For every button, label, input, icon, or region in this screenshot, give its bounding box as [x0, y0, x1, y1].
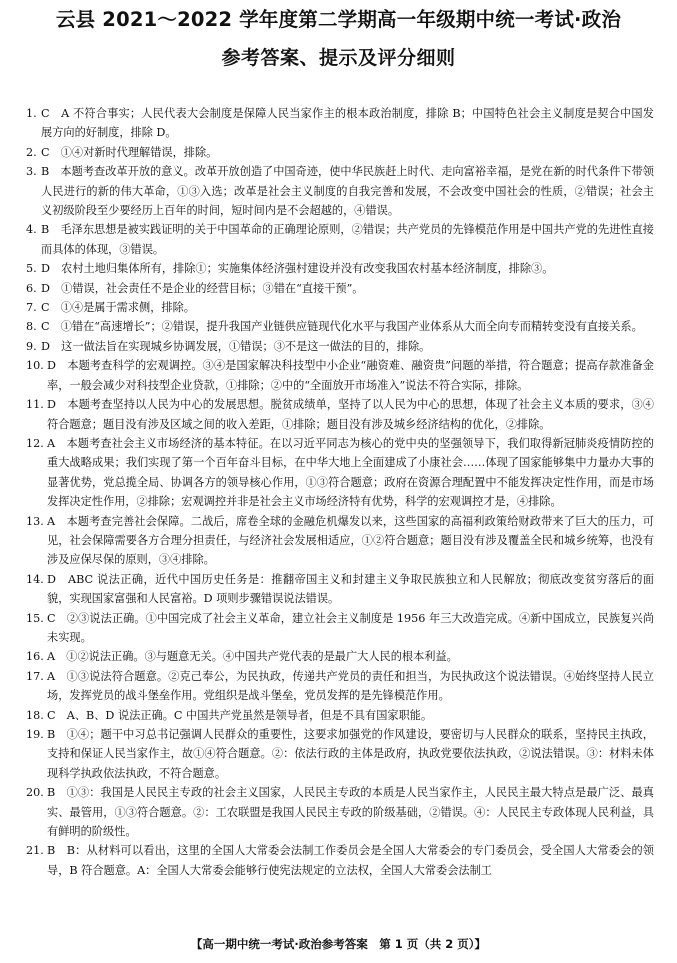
answer-number: 16.: [26, 650, 44, 664]
answer-explanation: B ①③：我国是人民民主专政的社会主义国家，人民民主专政的本质是人民当家作主，人民民主最大特点是最广泛、最真实、最管用，①③符合题意。②：工农联盟是我国人民民主专政的阶级基础，②错误。④：人民民主专政体现人民利益，具有鲜明的阶级性。: [47, 786, 654, 839]
answer-item: [26, 259, 654, 278]
answer-item: [26, 337, 654, 356]
answer-explanation: A ①②说法正确。③与题意无关。④中国共产党代表的是最广大人民的根本利益。: [47, 650, 458, 664]
answer-item: [26, 609, 654, 648]
answer-number: 17.: [26, 669, 44, 683]
answer-number: 7.: [26, 301, 37, 315]
answer-item: [26, 647, 654, 666]
answer-explanation: D 本题考查科学的宏观调控。③④是国家解决科技型中小企业“融资难、融资贵”问题的举措，符合题意；提高存款准备金率，一般会减少对科技型企业贷款，①排除；②中的“全面放开市场准入”说法不符合实际，排除。: [47, 359, 654, 392]
answer-item: [26, 434, 654, 512]
answer-explanation: D 这一做法旨在实现城乡协调发展，①错误；③不是这一做法的目的，排除。: [41, 339, 431, 353]
answer-number: 9.: [26, 339, 37, 353]
answer-number: 8.: [26, 320, 37, 334]
answer-item: [26, 317, 654, 336]
answer-item: [26, 220, 654, 259]
answer-item: [26, 356, 654, 395]
answer-item: [26, 143, 654, 162]
answer-item: [26, 570, 654, 609]
answer-number: 12.: [26, 436, 44, 450]
answer-explanation: A ①③说法符合题意。②克己奉公，为民执政，传递共产党员的责任和担当，为民执政这个说法错误。④始终坚持人民立场，发挥党员的战斗堡垒作用。党组织是战斗堡垒，党员发挥的是先锋模范作用。: [47, 669, 654, 703]
answer-number: 6.: [26, 281, 37, 295]
answer-explanation: A 本题考查社会主义市场经济的基本特征。在以习近平同志为核心的党中央的坚强领导下，我们取得新冠肺炎疫情防控的重大战略成果；我们实现了第一个百年奋斗目标，在中华大地上全面建成了小康社会……体现了国家能够集中力量办大事的显著优势，党总揽全局、协调各方的领导核心作用，①③符合题意；政府在资源合理配置中不能发挥决定性作用，而是市场发挥决定性作用，②排除；宏观调控并非是社会主义市场经济特有优势，科学的宏观调控才是，④排除。: [47, 436, 654, 509]
answer-item: [26, 512, 654, 570]
answer-explanation: C ①④是属于需求侧，排除。: [41, 301, 195, 315]
answer-item: [26, 725, 654, 783]
answer-number: 5.: [26, 262, 37, 276]
answer-explanation: C A 不符合事实；人民代表大会制度是保障人民当家作主的根本政治制度，排除 B；中国特色社会主义制度是契合中国发展方向的好制度，排除 D。: [41, 107, 654, 140]
answer-number: 21.: [26, 844, 44, 858]
answer-explanation: B 毛泽东思想是被实践证明的关于中国革命的正确理论原则，②错误；共产党员的先锋模范作用是中国共产党的先进性直接而具体的体现，③错误。: [41, 223, 654, 256]
answer-explanation: A 本题考查完善社会保障。二战后，席卷全球的金融危机爆发以来，这些国家的高福利政策给财政带来了巨大的压力，可见，社会保障需要各方合理分担责任，与经济社会发展相适应，①②符合题意；题目没有涉及覆盖全民和城乡统筹，也没有涉及应保尽保的原则，③④排除。: [47, 514, 654, 567]
answer-number: 19.: [26, 728, 44, 741]
answer-number: 4.: [26, 223, 37, 237]
answer-number: 2.: [26, 145, 37, 159]
answer-explanation: C ①④对新时代理解错误，排除。: [41, 145, 218, 159]
answer-number: 10.: [26, 359, 44, 373]
answer-number: 14.: [26, 572, 44, 586]
answer-explanation: B B：从材料可以看出，这里的全国人大常委会法制工作委员会是全国人大常委会的专门委员会，受全国人大常委会的领导，B 符合题意。A：全国人大常委会能够行使宪法规定的立法权，全国人大常委会法制工: [47, 844, 654, 877]
answer-explanation: C ②③说法正确。①中国完成了社会主义革命，建立社会主义制度是 1956 年三大改造完成。④新中国成立，民族复兴尚未实现。: [47, 611, 654, 644]
answer-item: [26, 395, 654, 434]
answer-explanation: D 农村土地归集体所有，排除①；实施集体经济强村建设并没有改变我国农村基本经济制度，排除③。: [41, 262, 554, 276]
answer-item: [26, 162, 654, 220]
answer-number: 20.: [26, 786, 44, 800]
answer-explanation: D ①错误，社会责任不是企业的经营目标；③错在“直接干预”。: [41, 281, 364, 295]
answer-number: 15.: [26, 611, 44, 625]
answer-number: 3.: [26, 165, 37, 179]
answer-explanation: D ABC 说法正确，近代中国历史任务是：推翻帝国主义和封建主义争取民族独立和人民解放；彻底改变贫穷落后的面貌，实现国家富强和人民富裕。D 项则步骤错误说法错误。: [47, 572, 654, 606]
answer-explanation: C A、B、D 说法正确。C 中国共产党虽然是领导者，但是不具有国家职能。: [47, 708, 433, 722]
answer-explanation: C ①错在“高速增长”；②错误，提升我国产业链供应链现代化水平与我国产业体系从大而全向专而精转变没有直接关系。: [41, 320, 643, 334]
answer-number: 13.: [26, 514, 44, 528]
answer-item: [26, 841, 654, 880]
document-subtitle: 参考答案、提示及评分细则: [221, 47, 456, 69]
page-footer: 【高一期中统一考试·政治参考答案 第 1 页（共 2 页）】: [190, 937, 487, 951]
answer-item: [26, 783, 654, 841]
answer-number: 18.: [26, 708, 44, 722]
document-title: 云县 2021～2022 学年度第二学期高一年级期中统一考试·政治: [55, 8, 622, 31]
answer-item: [26, 706, 654, 725]
answer-item: [26, 667, 654, 706]
answer-number: 11.: [26, 398, 44, 412]
answer-number: 1.: [26, 107, 37, 120]
answer-explanation: B ①④；题干中习总书记强调人民群众的重要性，这要求加强党的作风建设，要密切与人民群众的联系，坚持民主执政，支持和保证人民当家作主，故①④符合题意。②：依法行政的主体是政府，执政党要依法执政，②说法错误。③：材料未体现科学执政依法执政，不符合题意。: [47, 728, 654, 780]
answer-item: [26, 104, 654, 143]
answer-list: [26, 104, 654, 880]
answer-explanation: D 本题考查坚持以人民为中心的发展思想。脱贫成绩单，坚持了以人民为中心的思想，体现了社会主义本质的要求，③④符合题意；题目没有涉及区域之间的收入差距，①排除；题目没有涉及城乡经济结构的优化，②排除。: [47, 398, 654, 431]
answer-item: [26, 298, 654, 317]
answer-explanation: B 本题考查改革开放的意义。改革开放创造了中国奇迹，使中华民族赶上时代、走向富裕幸福，是党在新的时代条件下带领人民进行的新的伟大革命，①③入选；改革是社会主义制度的自我完善和发展，不会改变中国社会的性质，②错误；社会主义初级阶段至少要经历上百年的时间，短时间内是不会超越的，④错误。: [41, 165, 654, 218]
answer-item: [26, 279, 654, 298]
